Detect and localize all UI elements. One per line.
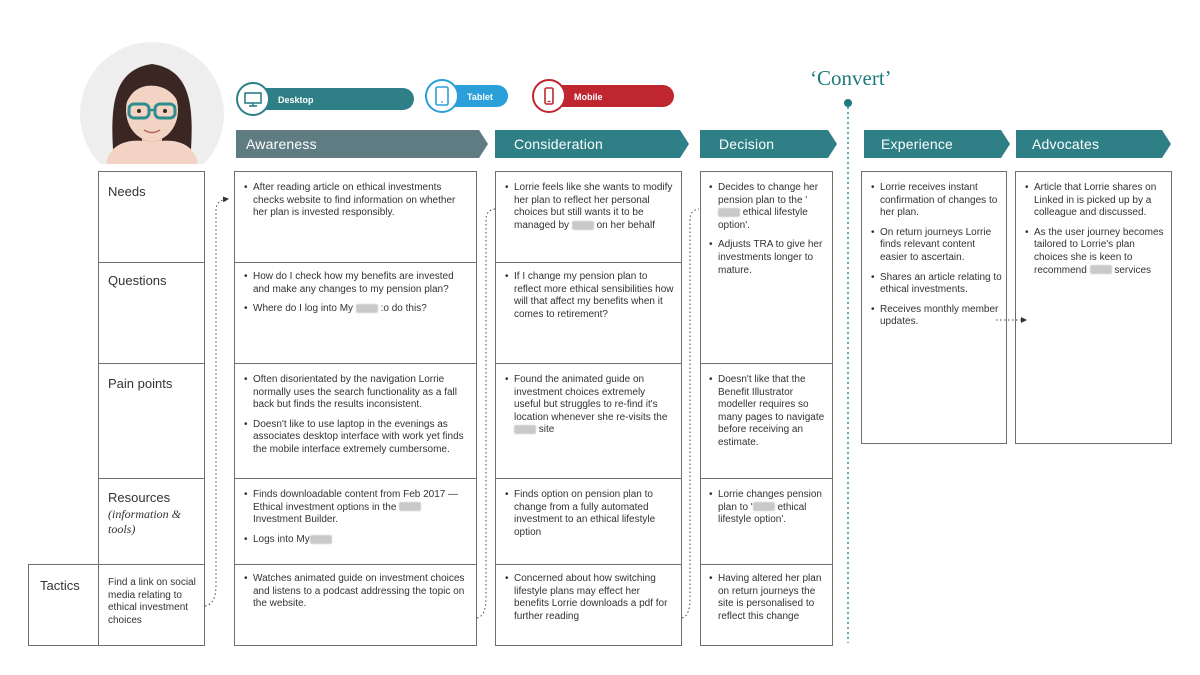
list-item: • Doesn't like to use laptop in the evenings as associates desktop interface with work yet finds the mobile interface extremely cumbersome.: [253, 419, 471, 457]
list-item: • Where do I log into My :o do this?: [253, 303, 471, 316]
stage-awareness: Awareness: [246, 136, 317, 152]
tactics-text: Find a link on social media relating to ethical investment choices: [108, 577, 196, 626]
stage-experience: Experience: [881, 136, 954, 152]
list-item: • If I change my pension plan to reflect more ethical sensibilities how will that affect my benefits when it comes to retirement?: [514, 271, 674, 321]
tablet-label: Tablet: [467, 92, 493, 102]
list-item: • Finds downloadable content from Feb 2017 — Ethical investment options in the Investment Builder.: [253, 489, 471, 527]
list-item: • Article that Lorrie shares on Linked in is picked up by a colleague and discussed.: [1034, 182, 1166, 220]
connector-consideration-decision: [682, 209, 699, 618]
stage-decision: Decision: [719, 136, 775, 152]
list-item: • Often disorientated by the navigation Lorrie normally uses the search functionality as a fall back but finds the results inconsistent.: [253, 374, 471, 412]
stage-consideration: Consideration: [514, 136, 603, 152]
list-item: • Watches animated guide on investment choices and listens to a podcast addressing the topic on the website.: [253, 573, 471, 611]
list-item: • Doesn't like that the Benefit Illustrator modeller requires so many pages to navigate before receiving an estimate.: [718, 374, 828, 450]
list-item: • Decides to change her pension plan to the ' ethical lifestyle option'.: [718, 182, 828, 232]
list-item: • How do I check how my benefits are invested and make any changes to my pension plan?: [253, 271, 471, 296]
list-item: • Lorrie receives instant confirmation of changes to her plan.: [880, 182, 1002, 220]
list-item: • After reading article on ethical investments checks website to find information on whether her plan is invested responsibly.: [253, 182, 471, 220]
row-label-tactics: Tactics: [40, 578, 80, 593]
row-label-needs: Needs: [108, 184, 146, 199]
convert-label: ‘Convert’: [810, 66, 892, 90]
connector-tactics-awareness: [205, 199, 228, 606]
list-item: • Receives monthly member updates.: [880, 304, 1002, 329]
list-item: • Lorrie feels like she wants to modify her plan to reflect her personal choices but still wants it to be managed by on her behalf: [514, 182, 674, 232]
row-label-resources-sub: (information & tools): [108, 507, 182, 536]
list-item: • On return journeys Lorrie finds relevant content easier to ascertain.: [880, 227, 1002, 265]
list-item: • Shares an article relating to ethical investments.: [880, 272, 1002, 297]
list-item: • Found the animated guide on investment choices extremely useful but struggles to re-find it's location whenever she re-visits the site: [514, 374, 674, 437]
connector-awareness-consideration: [477, 209, 495, 618]
list-item: • As the user journey becomes tailored to Lorrie's plan choices she is keen to recommend services: [1034, 227, 1166, 277]
list-item: • Having altered her plan on return journeys the site is personalised to reflect this change: [718, 573, 828, 623]
row-label-pain-points: Pain points: [108, 376, 173, 391]
list-item: • Adjusts TRA to give her investments longer to mature.: [718, 239, 828, 277]
mobile-label: Mobile: [574, 92, 603, 102]
list-item: • Logs into My: [253, 534, 471, 547]
list-item: • Lorrie changes pension plan to ' ethical lifestyle option'.: [718, 489, 828, 527]
row-label-questions: Questions: [108, 273, 167, 288]
stage-advocates: Advocates: [1032, 136, 1100, 152]
list-item: • Finds option on pension plan to change from a fully automated investment to an ethical lifestyle option: [514, 489, 674, 539]
row-label-resources-title: Resources: [108, 490, 171, 505]
desktop-label: Desktop: [278, 95, 314, 105]
list-item: • Concerned about how switching lifestyle plans may effect her benefits Lorrie downloads a pdf for further reading: [514, 573, 674, 623]
